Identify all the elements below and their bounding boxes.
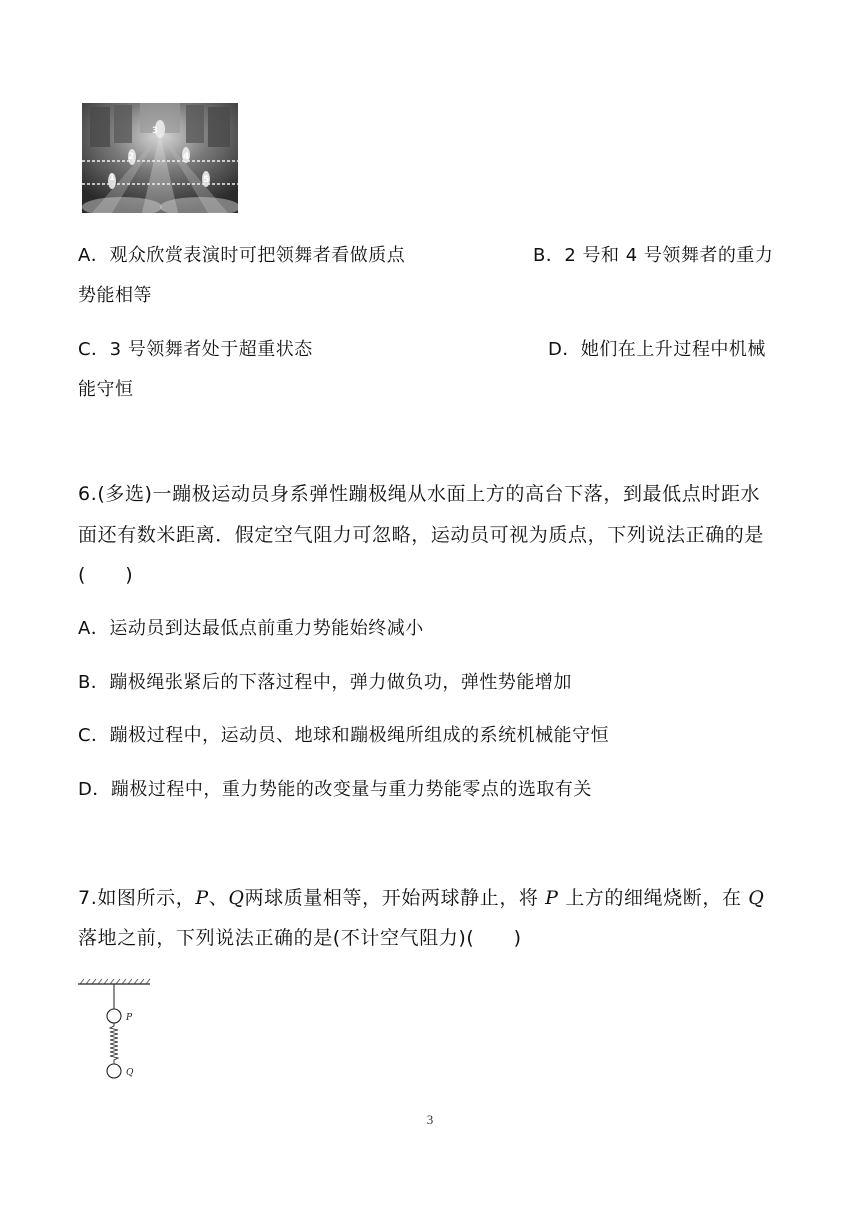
- q6-stem-line2: 面还有数米距离．假定空气阻力可忽略，运动员可视为质点，下列说法正确的是: [78, 524, 765, 546]
- q5-option-b: B．2 号和 4 号领舞者的重力: [533, 245, 774, 266]
- q7-stem-part1: 7.如图所示，: [78, 887, 196, 909]
- marker-5: 5: [203, 175, 210, 185]
- q5-option-d-continued: 能守恒: [78, 379, 134, 400]
- q6-option-b: B．蹦极绳张紧后的下落过程中，弹力做负功，弹性势能增加: [78, 672, 572, 693]
- page-number: 3: [426, 1112, 434, 1127]
- marker-4: 4: [183, 152, 190, 162]
- q6-stem-line1: 6.(多选)一蹦极运动员身系弹性蹦极绳从水面上方的高台下落，到最低点时距水: [78, 483, 761, 505]
- q7-ball-p-2: P: [545, 887, 559, 909]
- q7-stem-line2: 落地之前，下列说法正确的是(不计空气阻力)( ): [78, 927, 522, 949]
- q7-separator: 、: [208, 887, 229, 909]
- spring-balls-diagram: [76, 978, 152, 1088]
- q7-stem-part3: 上方的细绳烧断，在: [558, 887, 749, 909]
- q7-stem-line1: [78, 884, 764, 912]
- marker-3: 3: [152, 126, 159, 136]
- stage-photo: [82, 103, 238, 213]
- q5-option-c: C．3 号领舞者处于超重状态: [78, 339, 313, 360]
- marker-1: 1: [109, 173, 116, 183]
- q6-option-c: C．蹦极过程中，运动员、地球和蹦极绳所组成的系统机械能守恒: [78, 725, 610, 746]
- q5-option-d: D．她们在上升过程中机械: [548, 339, 766, 360]
- label-p: P: [126, 1013, 133, 1023]
- q6-option-d: D．蹦极过程中，重力势能的改变量与重力势能零点的选取有关: [78, 779, 592, 800]
- q5-option-b-continued: 势能相等: [78, 285, 152, 306]
- label-q: Q: [126, 1068, 134, 1078]
- q7-ball-q-2: Q: [748, 887, 765, 909]
- q5-option-a: A．观众欣赏表演时可把领舞者看做质点: [78, 245, 406, 266]
- q7-stem-part2: 两球质量相等，开始两球静止，将: [244, 887, 546, 909]
- q7-ball-q: Q: [228, 887, 245, 909]
- marker-2: 2: [128, 152, 135, 162]
- q6-option-a: A．运动员到达最低点前重力势能始终减小: [78, 618, 424, 639]
- q7-ball-p: P: [195, 887, 209, 909]
- q6-answer-blank: ( ): [78, 564, 134, 586]
